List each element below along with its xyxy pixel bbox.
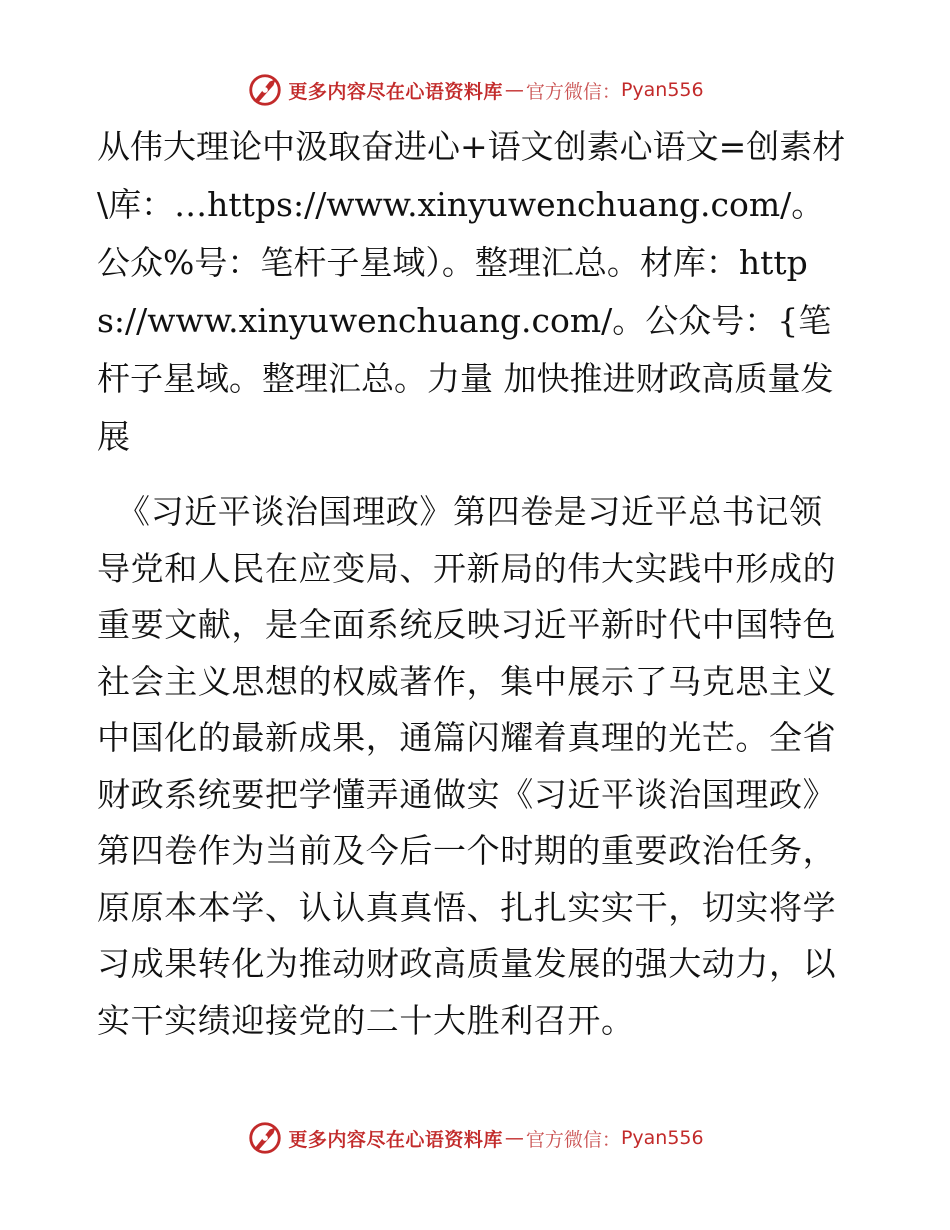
banner-site-text: 更多内容尽在心语资料库 (288, 1128, 503, 1151)
quill-circle-logo-icon (246, 71, 284, 109)
banner-wechat-handle: Pyan556 (620, 79, 704, 101)
banner-dash: — (504, 1127, 524, 1149)
document-body (97, 118, 849, 1049)
header-banner (0, 70, 950, 110)
banner-wechat-handle: Pyan556 (620, 1127, 704, 1149)
banner-wechat-label: 官方微信： (525, 1128, 621, 1151)
banner-dash: — (504, 79, 524, 101)
paragraph-main: 《习近平谈治国理政》第四卷是习近平总书记领导党和人民在应变局、开新局的伟大实践中形成的重要文献，是全面系统反映习近平新时代中国特色社会主义思想的权威著作，集中展示了马克思主义中国化的最新成果，通篇闪耀着真理的光芒。全省财政系统要把学懂弄通做实《习近平谈治国理政》第四卷作为当前及今后一个时期的重要政治任务，原原本本学、认认真真悟、扎扎实实干，切实将学习成果转化为推动财政高质量发展的强大动力，以实干实绩迎接党的二十大胜利召开。 (97, 492, 837, 1040)
banner-wechat-label: 官方微信： (525, 80, 621, 103)
footer-banner (0, 1118, 950, 1158)
paragraph-intro: 从伟大理论中汲取奋进心+语文创素心语文=创素材\库：…https://www.xinyuwenchuang.com/。公众%号：笔杆子星域）。整理汇总。材库：https://www.xinyuwenchuang.com/。公众号：{笔杆子星域。整理汇总。力量 加快推进财政高质量发展 (97, 127, 846, 456)
quill-circle-logo-icon (246, 1119, 284, 1157)
banner-site-text: 更多内容尽在心语资料库 (288, 80, 503, 103)
